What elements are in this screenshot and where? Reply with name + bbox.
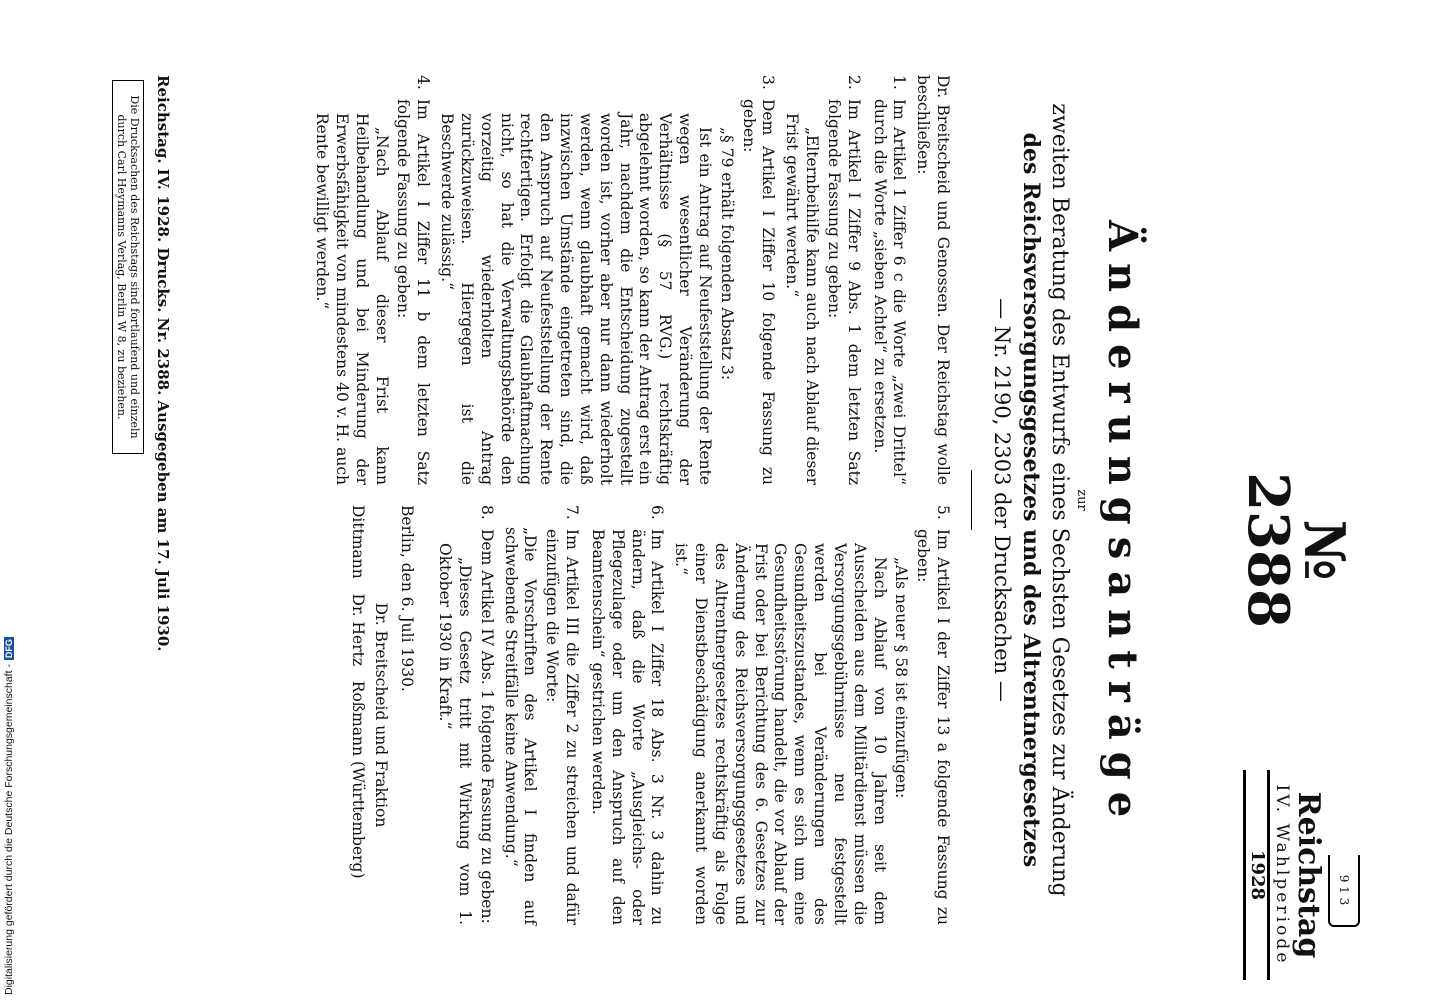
amendment-item (474, 505, 496, 925)
archive-stamp (1328, 855, 1360, 927)
item-number: 8. (477, 505, 496, 520)
title-line1: zweiten Beratung des Entwurfs eines Sechsten Gesetzes zur Änderung (1047, 103, 1072, 897)
title-line2: des Reichsversorgungsgesetzes und des Altrentnergesetzes (1018, 132, 1044, 868)
item-text: Im Artikel I Ziffer 18 Abs. 3 Nr. 3 dahin zu ändern, daß die Worte „Ausgleichs- oder Pflegezulage oder um den Anspruch auf den Beamtenschein“ gestrichen werden. (588, 529, 667, 925)
footer-box-line1: Die Drucksachen des Reichstags sind fortlaufend und einzeln (128, 95, 141, 439)
item-quote: „Elternbeihilfe kann auch nach Ablauf dieser Frist gewährt werden.“ (783, 113, 822, 485)
footer-box (112, 80, 144, 454)
item-number: 7. (563, 505, 582, 520)
item-quote: „Die Vorschriften des Artikel I finden auf schwebende Streitfälle keine Anwendung.“ (501, 527, 540, 925)
item-text: Im Artikel I der Ziffer 13 a folgende Fassung zu geben: (914, 529, 952, 925)
item-number: 3. (759, 75, 778, 90)
column-left (309, 75, 952, 485)
date-line: Berlin, den 6. Juli 1930. (398, 505, 417, 692)
amendment-item (539, 505, 581, 925)
credit-rotator (0, 600, 18, 995)
column-right (345, 505, 952, 925)
item-number: 2. (844, 75, 863, 90)
item-quote: „§ 79 erhält folgenden Absatz 3: (717, 127, 736, 381)
footer-line: Reichstag. IV. 1928. Drucks. Nr. 2388. Ausgegeben am 17. Juli 1930. (154, 75, 172, 652)
year-label: 1928 (1247, 849, 1269, 901)
institution-name: Reichstag (1291, 791, 1326, 959)
item-number: 5. (934, 505, 952, 520)
signature-fraction: Dr. Breitscheid und Fraktion (372, 602, 391, 828)
item-quote: „Nach Ablauf dieser Frist kann Heilbehandlung und bei Minderung der Erwerbsfähigkeit von mindestens 40 v. H. auch Rente bewilligt werden.“ (313, 113, 391, 485)
dfg-logo: DFG (4, 639, 14, 659)
amendment-item (910, 505, 952, 925)
header-rule-bottom (1243, 770, 1246, 980)
amendment-item (821, 75, 863, 485)
footer-box-line2: durch Carl Heymanns Verlag, Berlin W 8, zu beziehen. (114, 114, 128, 420)
item-quote: „Dieses Gesetz tritt mit Wirkung vom 1. Oktober 1930 in Kraft.“ (436, 543, 474, 925)
amendment-item (867, 75, 909, 485)
amendment-item (391, 75, 433, 485)
item-number: 4. (414, 75, 433, 90)
title-main: Änderungsanträge (1099, 220, 1146, 830)
item-quote: „Als neuer § 58 ist einzufügen: (892, 557, 911, 799)
title-line3: — Nr. 2190, 2303 der Drucksachen — (990, 298, 1014, 702)
stamp-text: 9 1 3 (1337, 874, 1351, 906)
document-number: № 2388 (1235, 472, 1357, 628)
item-number: 1. (890, 75, 909, 90)
item-text: Im Artikel I Ziffer 9 Abs. 1 dem letzten Satz folgende Fassung zu geben: (824, 99, 863, 485)
title-divider (971, 470, 972, 530)
item-quote-body: Nach Ablauf von 10 Jahren seit dem Ausscheiden aus dem Militärdienst müssen die Versorgungsgebührnisse neu festgestellt werden bei Veränderungen des Gesundheitszustandes, wenn es sich um eine Gesundheitsstörung handelt, die vor Ablauf der Frist oder bei Berichtung des 6. Gesetzes zur Änderung des Reichsversorgungsgesetzes und des Altrentnergesetzes rechtskräftig als Folge einer Dienstbeschädigung anerkannt worden ist.“ (672, 543, 889, 925)
item-text: Im Artikel 1 Ziffer 6 c die Worte „zwei Drittel“ durch die Worte „sieben Achtel“ zu ersetzen. (870, 99, 909, 485)
credit-sidebar (0, 600, 18, 995)
period-label: IV. Wahlperiode (1272, 784, 1293, 966)
item-text: Dem Artikel IV Abs. 1 folgende Fassung zu geben: (477, 529, 496, 924)
amendment-item (585, 505, 666, 925)
motion-intro: Dr. Breitscheid und Genossen. Der Reichstag wolle beschließen: (914, 75, 952, 485)
header-block (1243, 770, 1324, 980)
item-text: Im Artikel III die Ziffer 2 zu streichen und dafür einzufügen die Worte: (543, 529, 582, 925)
item-quote-body: Ist ein Antrag auf Neufeststellung der Rente wegen wesentlicher Veränderung der Verhältnisse (§ 57 RVG.) rechtskräftig abgelehnt worden, so kann der Antrag erst ein Jahr, nachdem die Entscheidung zugestellt worden ist, vorher aber nur dann wiederholt werden, wenn glaubhaft gemacht wird, daß inzwischen Umstände eingetreten sind, die den Anspruch auf Neufeststellung der Rente rechtfertigen. Erfolgt die Glaubhaftmachung nicht, so hat die Verwaltungsbehörde den vorzeitig wiederholten Antrag zurückzuweisen. Hiergegen ist die Beschwerde zulässig.“ (438, 113, 714, 485)
item-text: Dem Artikel I Ziffer 10 folgende Fassung zu geben: (739, 99, 778, 485)
signature-names: Dittmann Dr. Hertz Roßmann (Württemberg) (348, 505, 367, 879)
title-zur: zur (1074, 489, 1089, 511)
item-text: Im Artikel I Ziffer 11 b dem letzten Satz folgende Fassung zu geben: (394, 99, 433, 485)
credit-text: Digitalisierung gefördert durch die Deutsche Forschungsgemeinschaft - (3, 664, 15, 995)
amendment-item (736, 75, 778, 485)
item-number: 6. (648, 505, 667, 520)
